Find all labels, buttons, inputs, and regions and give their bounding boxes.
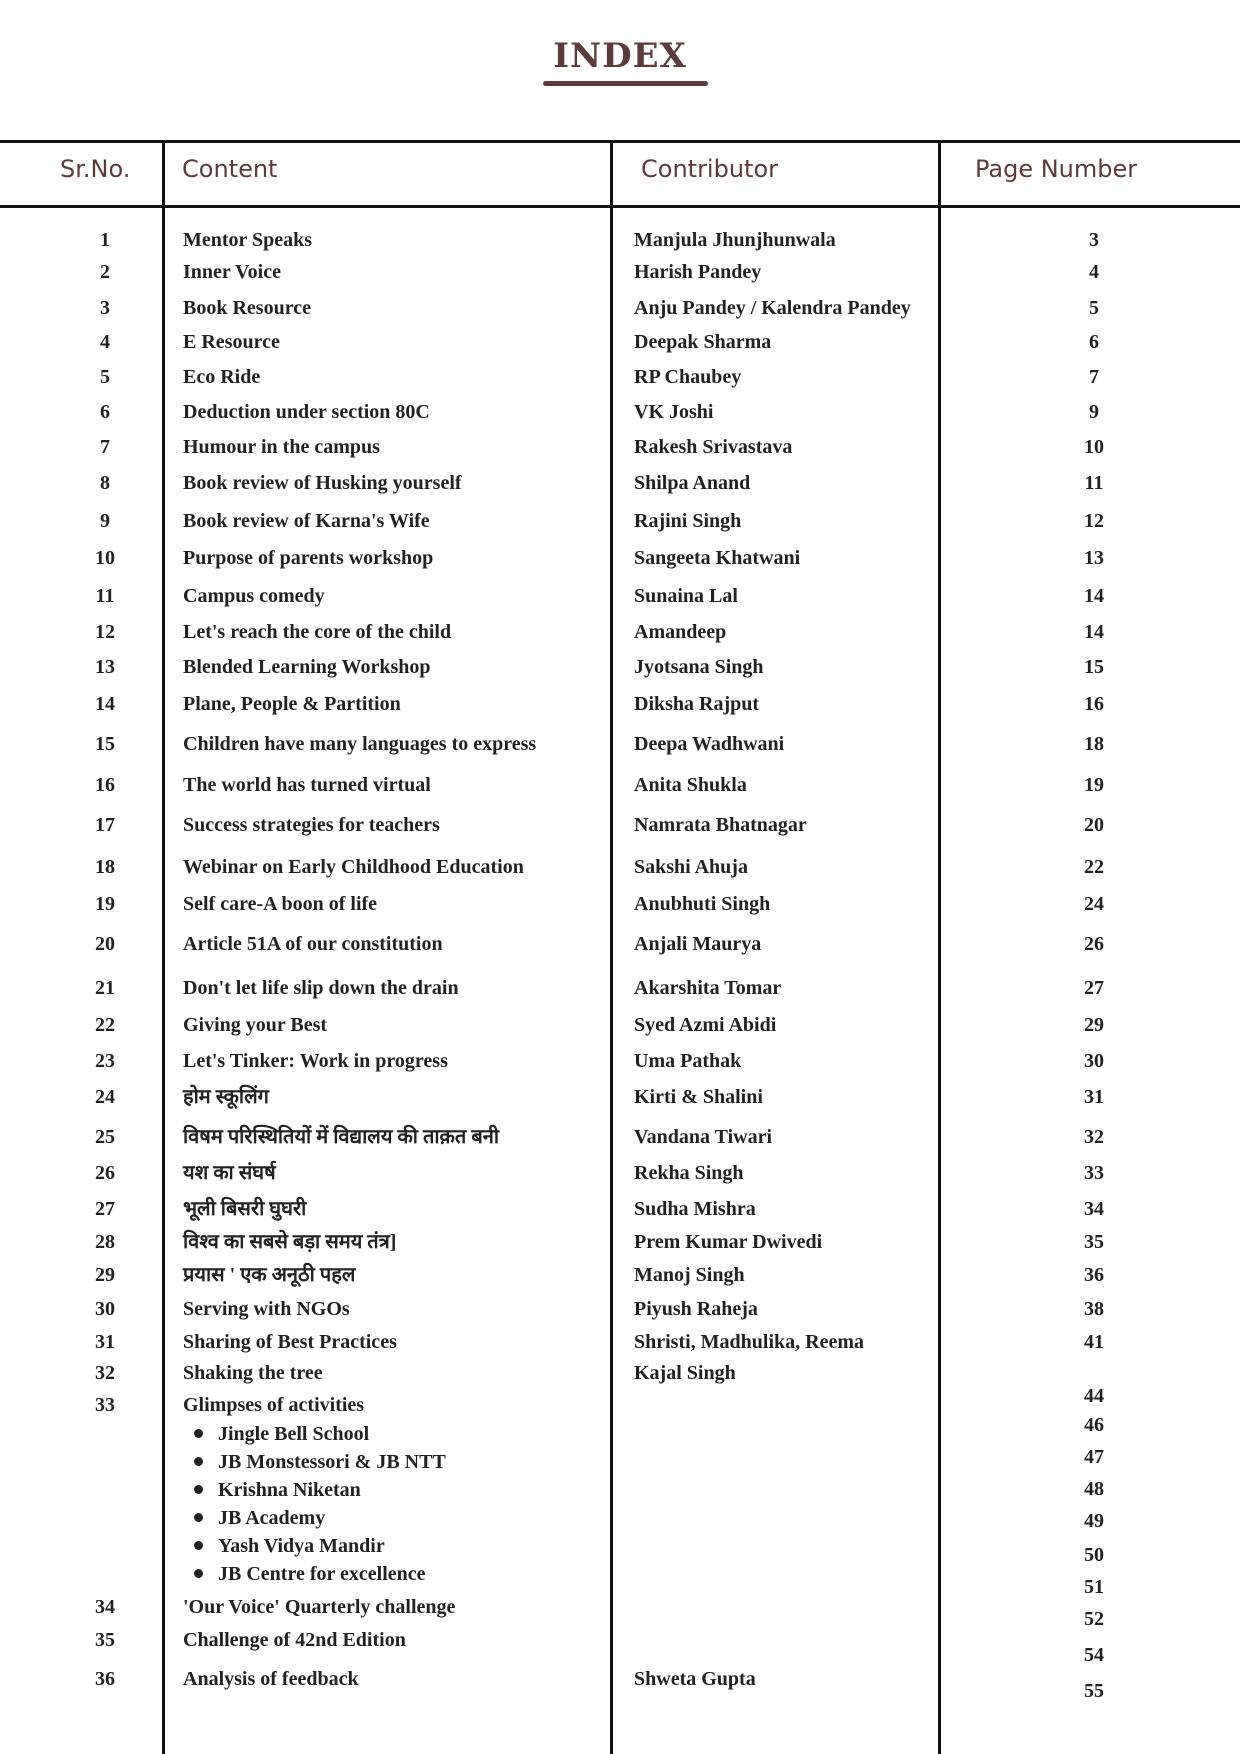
page-cell: 16 [1084,693,1104,715]
contributor-cell: Syed Azmi Abidi [634,1014,777,1036]
sub-item-label: Jingle Bell School [218,1423,370,1445]
contributor-cell: Deepak Sharma [634,331,772,353]
sr-cell: 19 [95,893,115,915]
content-cell: Don't let life slip down the drain [183,977,459,999]
page-cell: 4 [1089,261,1099,283]
contributor-cell: Anjali Maurya [634,933,762,955]
bullet-icon [194,1485,203,1494]
page-cell: 34 [1084,1198,1104,1220]
page-number: 50 [1084,1544,1104,1566]
sr-cell: 16 [95,774,115,796]
content-cell: Challenge of 42nd Edition [183,1629,406,1651]
page-number: 44 [1084,1385,1104,1407]
sr-cell: 11 [95,585,115,607]
sub-item-label: JB Centre for excellence [218,1563,426,1585]
sr-cell: 24 [95,1086,115,1108]
sr-cell: 31 [95,1331,115,1353]
page-number: 52 [1084,1608,1104,1630]
contributor-cell: Harish Pandey [634,261,762,283]
content-cell: Giving your Best [183,1014,328,1036]
contributor-cell: Prem Kumar Dwivedi [634,1231,823,1253]
sub-item-label: Yash Vidya Mandir [218,1535,385,1557]
sr-cell: 12 [95,621,115,643]
page-cell: 29 [1084,1014,1104,1036]
content-cell: Book review of Husking yourself [183,472,462,494]
content-cell: Shaking the tree [183,1362,323,1384]
contributor-cell: Sudha Mishra [634,1198,756,1220]
page-cell: 27 [1084,977,1104,999]
sr-cell: 26 [95,1162,115,1184]
content-cell: Book review of Karna's Wife [183,510,430,532]
content-cell: Campus comedy [183,585,325,607]
bullet-icon [194,1541,203,1550]
page-cell: 24 [1084,893,1104,915]
content-cell: Serving with NGOs [183,1298,350,1320]
content-cell: Sharing of Best Practices [183,1331,397,1353]
bullet-icon [194,1569,203,1578]
content-cell: Let's reach the core of the child [183,621,452,643]
sr-cell: 9 [100,510,110,532]
content-cell: भूली बिसरी घुघरी [183,1198,307,1220]
content-cell: Book Resource [183,297,311,319]
content-cell: Blended Learning Workshop [183,656,431,678]
page-cell: 6 [1089,331,1099,353]
contributor-cell: Shilpa Anand [634,472,751,494]
sr-cell: 34 [95,1596,115,1618]
content-cell: Success strategies for teachers [183,814,440,836]
sr-cell: 27 [95,1198,115,1220]
contributor-cell: RP Chaubey [634,366,742,388]
sr-cell: 30 [95,1298,115,1320]
page-number: 51 [1084,1576,1104,1598]
content-cell: प्रयास ' एक अनूठी पहल [183,1264,356,1286]
sr-cell: 17 [95,814,115,836]
contributor-cell: Shristi, Madhulika, Reema [634,1331,865,1353]
sr-cell: 35 [95,1629,115,1651]
page-number: 49 [1084,1510,1104,1532]
sr-cell: 13 [95,656,115,678]
sub-item-label: JB Academy [218,1507,326,1529]
page-cell: 5 [1089,297,1099,319]
contributor-cell: Kirti & Shalini [634,1086,763,1108]
content-cell: Article 51A of our constitution [183,933,443,955]
bullet-icon [194,1513,203,1522]
bullet-icon [194,1457,203,1466]
header-content: Content [182,155,278,183]
sr-cell: 36 [95,1668,115,1690]
contributor-cell: Rajini Singh [634,510,742,532]
page-title: INDEX [553,36,687,76]
contributor-cell: Rakesh Srivastava [634,436,793,458]
sr-cell: 6 [100,401,110,423]
table-top-border [0,140,1240,143]
page-cell: 19 [1084,774,1104,796]
page-cell: 15 [1084,656,1104,678]
header-contributor: Contributor [641,155,779,183]
content-cell: Let's Tinker: Work in progress [183,1050,448,1072]
content-cell: यश का संघर्ष [183,1162,276,1184]
page-number: 47 [1084,1446,1104,1468]
page-cell: 26 [1084,933,1104,955]
content-cell: Mentor Speaks [183,229,313,251]
content-cell: Inner Voice [183,261,281,283]
page-cell: 14 [1084,621,1104,643]
contributor-cell: Anita Shukla [634,774,747,796]
contributor-cell: Manjula Jhunjhunwala [634,229,836,251]
contributor-cell: Anju Pandey / Kalendra Pandey [634,297,911,319]
contributor-cell: Piyush Raheja [634,1298,758,1320]
content-cell: The world has turned virtual [183,774,431,796]
content-cell: होम स्कूलिंग [183,1086,269,1108]
content-cell: Children have many languages to express [183,733,537,755]
content-cell: Analysis of feedback [183,1668,359,1690]
page-cell: 9 [1089,401,1099,423]
page-cell: 33 [1084,1162,1104,1184]
contributor-cell: Amandeep [634,621,727,643]
page-cell: 30 [1084,1050,1104,1072]
content-cell: Eco Ride [183,366,261,388]
contributor-cell: Sunaina Lal [634,585,738,607]
page-cell: 36 [1084,1264,1104,1286]
sub-item-label: JB Monstessori & JB NTT [218,1451,446,1473]
page-cell: 18 [1084,733,1104,755]
page-number: 48 [1084,1478,1104,1500]
contributor-cell: Manoj Singh [634,1264,745,1286]
sr-cell: 32 [95,1362,115,1384]
content-cell: E Resource [183,331,280,353]
bullet-icon [194,1429,203,1438]
sr-cell: 18 [95,856,115,878]
page-cell: 38 [1084,1298,1104,1320]
page-number: 46 [1084,1414,1104,1436]
page-cell: 3 [1089,229,1099,251]
sr-cell: 5 [100,366,110,388]
page-cell: 32 [1084,1126,1104,1148]
title-underline [543,81,708,86]
contributor-cell: VK Joshi [634,401,714,423]
sr-cell: 33 [95,1394,115,1416]
content-cell: Glimpses of activities [183,1394,365,1416]
contributor-cell: Diksha Rajput [634,693,760,715]
page-cell: 41 [1084,1331,1104,1353]
page-cell: 14 [1084,585,1104,607]
sr-cell: 10 [95,547,115,569]
contributor-cell: Sakshi Ahuja [634,856,748,878]
page-cell: 10 [1084,436,1104,458]
contributor-cell: Rekha Singh [634,1162,744,1184]
content-cell: Self care-A boon of life [183,893,378,915]
sr-cell: 28 [95,1231,115,1253]
page-cell: 13 [1084,547,1104,569]
sr-cell: 3 [100,297,110,319]
sr-cell: 4 [100,331,110,353]
content-cell: विषम परिस्थितियों में विद्यालय की ताक़त बनी [183,1126,500,1148]
sr-cell: 2 [100,261,110,283]
contributor-cell: Sangeeta Khatwani [634,547,801,569]
page-cell: 35 [1084,1231,1104,1253]
sr-cell: 22 [95,1014,115,1036]
sr-cell: 8 [100,472,110,494]
page-cell: 31 [1084,1086,1104,1108]
content-cell: Plane, People & Partition [183,693,401,715]
sr-cell: 23 [95,1050,115,1072]
page-cell: 11 [1084,472,1104,494]
header-sr-no: Sr.No. [60,155,131,183]
column-divider [938,140,941,1754]
sr-cell: 7 [100,436,110,458]
page-cell: 22 [1084,856,1104,878]
column-divider [610,140,613,1754]
sr-cell: 1 [100,229,110,251]
contributor-cell: Kajal Singh [634,1362,736,1384]
content-cell: Deduction under section 80C [183,401,430,423]
contributor-cell: Akarshita Tomar [634,977,782,999]
contributor-cell: Uma Pathak [634,1050,742,1072]
contributor-cell: Namrata Bhatnagar [634,814,807,836]
sr-cell: 15 [95,733,115,755]
contributor-cell: Jyotsana Singh [634,656,764,678]
content-cell: Purpose of parents workshop [183,547,434,569]
content-cell: Humour in the campus [183,436,380,458]
sr-cell: 21 [95,977,115,999]
page-number: 55 [1084,1680,1104,1702]
content-cell: 'Our Voice' Quarterly challenge [183,1596,456,1618]
contributor-cell: Deepa Wadhwani [634,733,785,755]
contributor-cell: Shweta Gupta [634,1668,756,1690]
column-divider [162,140,165,1754]
page-cell: 7 [1089,366,1099,388]
sub-item-label: Krishna Niketan [218,1479,361,1501]
page-cell: 20 [1084,814,1104,836]
sr-cell: 25 [95,1126,115,1148]
page-number: 54 [1084,1644,1104,1666]
header-bottom-border [0,205,1240,208]
contributor-cell: Anubhuti Singh [634,893,771,915]
sr-cell: 14 [95,693,115,715]
header-page-number: Page Number [975,155,1138,183]
sr-cell: 29 [95,1264,115,1286]
contributor-cell: Vandana Tiwari [634,1126,773,1148]
content-cell: Webinar on Early Childhood Education [183,856,524,878]
content-cell: विश्व का सबसे बड़ा समय तंत्र] [183,1231,397,1253]
page-cell: 12 [1084,510,1104,532]
sr-cell: 20 [95,933,115,955]
